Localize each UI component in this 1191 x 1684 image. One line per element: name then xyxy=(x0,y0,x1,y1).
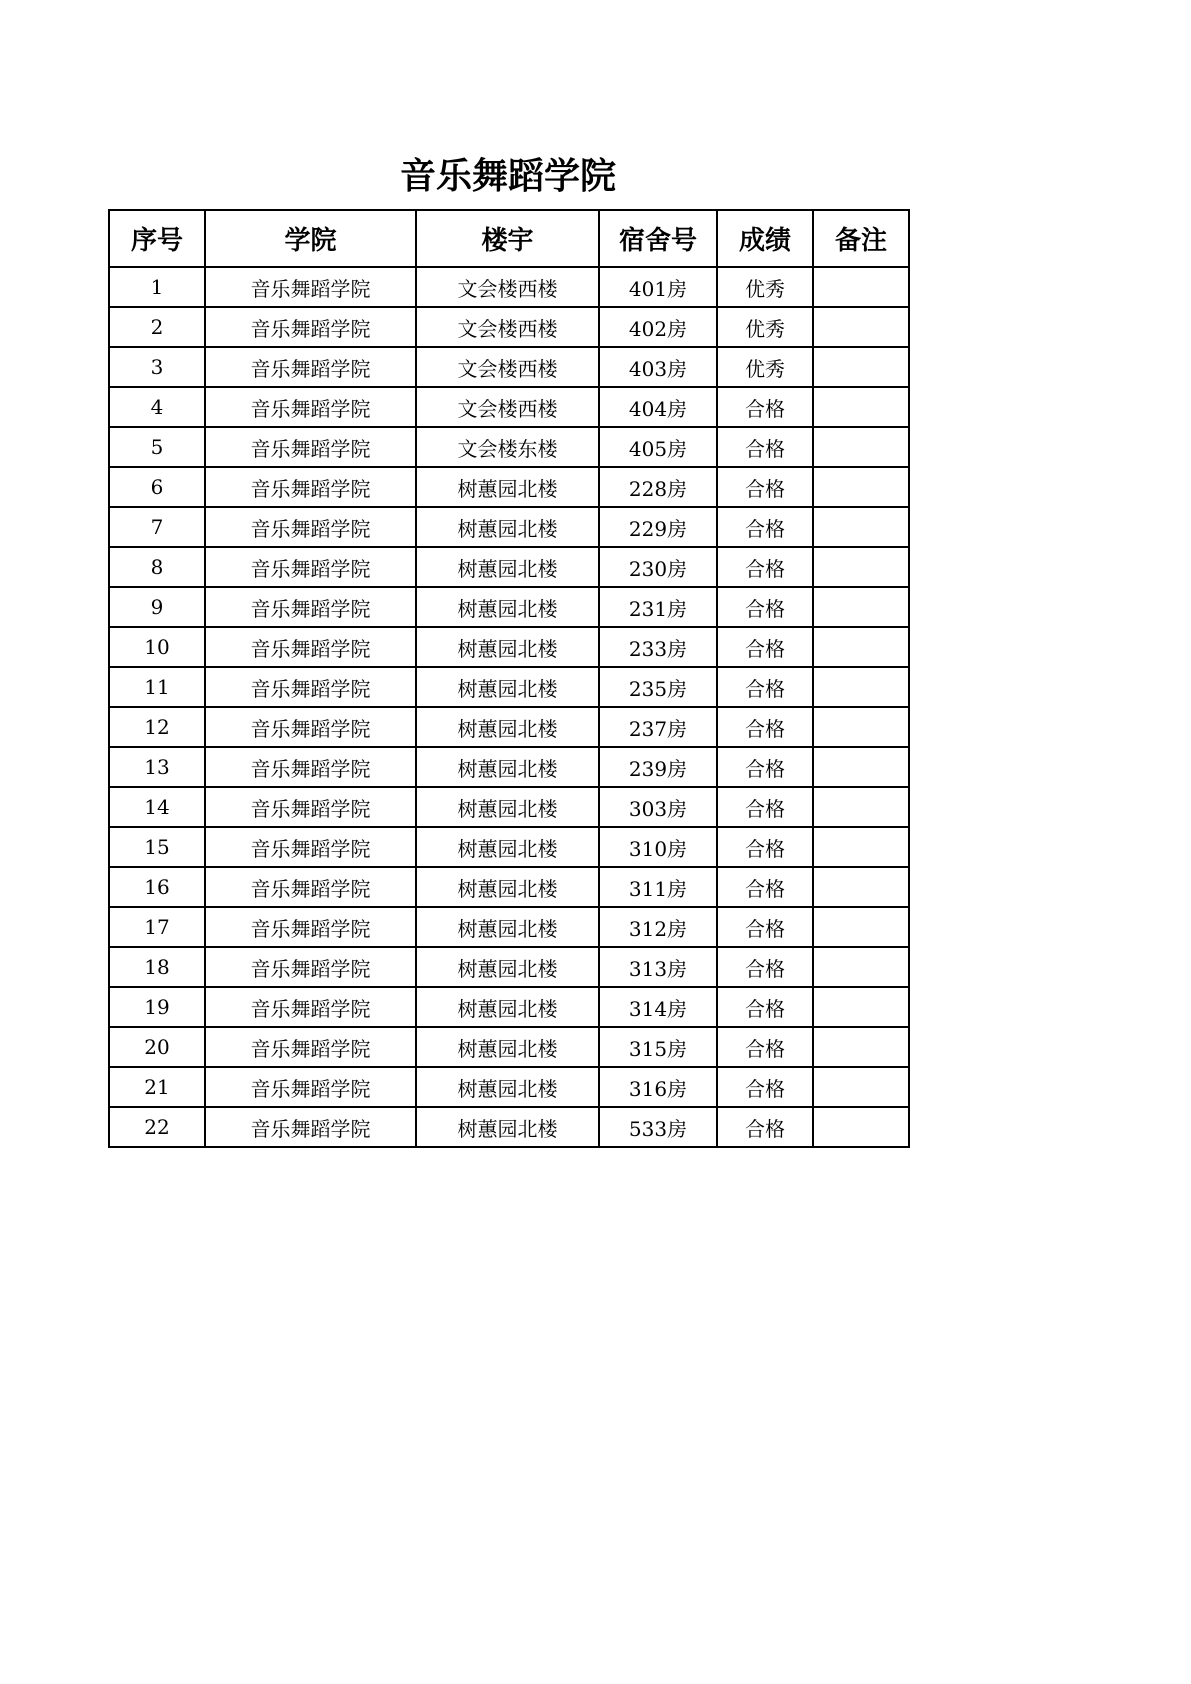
cell-remark xyxy=(813,707,909,747)
cell-building: 文会楼西楼 xyxy=(416,387,599,427)
cell-remark xyxy=(813,387,909,427)
page-title: 音乐舞蹈学院 xyxy=(399,156,616,197)
cell-remark xyxy=(813,467,909,507)
cell-room: 228房 xyxy=(599,467,717,507)
cell-college: 音乐舞蹈学院 xyxy=(205,307,416,347)
cell-remark xyxy=(813,907,909,947)
cell-grade: 合格 xyxy=(717,467,813,507)
table-row xyxy=(109,627,909,667)
cell-college: 音乐舞蹈学院 xyxy=(205,387,416,427)
cell-room: 313房 xyxy=(599,947,717,987)
cell-grade: 合格 xyxy=(717,747,813,787)
cell-room: 239房 xyxy=(599,747,717,787)
cell-college: 音乐舞蹈学院 xyxy=(205,627,416,667)
cell-remark xyxy=(813,787,909,827)
header-room: 宿舍号 xyxy=(599,210,717,267)
cell-college: 音乐舞蹈学院 xyxy=(205,667,416,707)
cell-college: 音乐舞蹈学院 xyxy=(205,747,416,787)
cell-remark xyxy=(813,507,909,547)
cell-grade: 合格 xyxy=(717,587,813,627)
cell-room: 405房 xyxy=(599,427,717,467)
cell-room: 303房 xyxy=(599,787,717,827)
cell-room: 235房 xyxy=(599,667,717,707)
table-row xyxy=(109,787,909,827)
cell-room: 403房 xyxy=(599,347,717,387)
header-remark: 备注 xyxy=(813,210,909,267)
table-row xyxy=(109,867,909,907)
cell-room: 315房 xyxy=(599,1027,717,1067)
cell-no: 15 xyxy=(109,827,205,867)
cell-building: 树蕙园北楼 xyxy=(416,867,599,907)
cell-remark xyxy=(813,947,909,987)
cell-college: 音乐舞蹈学院 xyxy=(205,427,416,467)
cell-remark xyxy=(813,867,909,907)
table-row xyxy=(109,347,909,387)
cell-building: 文会楼西楼 xyxy=(416,307,599,347)
cell-college: 音乐舞蹈学院 xyxy=(205,467,416,507)
cell-grade: 合格 xyxy=(717,627,813,667)
cell-building: 树蕙园北楼 xyxy=(416,787,599,827)
cell-no: 20 xyxy=(109,1027,205,1067)
cell-building: 树蕙园北楼 xyxy=(416,1027,599,1067)
cell-no: 9 xyxy=(109,587,205,627)
header-row xyxy=(109,210,909,267)
table-body xyxy=(109,267,909,1147)
cell-grade: 合格 xyxy=(717,947,813,987)
cell-remark xyxy=(813,547,909,587)
table-row xyxy=(109,547,909,587)
table-row xyxy=(109,667,909,707)
table-row xyxy=(109,987,909,1027)
table-row xyxy=(109,907,909,947)
table-row xyxy=(109,1067,909,1107)
cell-room: 237房 xyxy=(599,707,717,747)
cell-no: 8 xyxy=(109,547,205,587)
cell-college: 音乐舞蹈学院 xyxy=(205,827,416,867)
cell-building: 树蕙园北楼 xyxy=(416,907,599,947)
header-grade: 成绩 xyxy=(717,210,813,267)
cell-college: 音乐舞蹈学院 xyxy=(205,707,416,747)
cell-no: 14 xyxy=(109,787,205,827)
cell-room: 401房 xyxy=(599,267,717,307)
cell-remark xyxy=(813,1107,909,1147)
cell-college: 音乐舞蹈学院 xyxy=(205,547,416,587)
cell-no: 19 xyxy=(109,987,205,1027)
cell-college: 音乐舞蹈学院 xyxy=(205,267,416,307)
cell-grade: 合格 xyxy=(717,507,813,547)
table-row xyxy=(109,1027,909,1067)
cell-college: 音乐舞蹈学院 xyxy=(205,1027,416,1067)
cell-room: 229房 xyxy=(599,507,717,547)
dormitory-grade-table xyxy=(108,209,910,1148)
cell-no: 21 xyxy=(109,1067,205,1107)
cell-building: 树蕙园北楼 xyxy=(416,987,599,1027)
cell-remark xyxy=(813,427,909,467)
cell-remark xyxy=(813,667,909,707)
cell-room: 230房 xyxy=(599,547,717,587)
cell-no: 1 xyxy=(109,267,205,307)
header-building: 楼宇 xyxy=(416,210,599,267)
table-row xyxy=(109,827,909,867)
cell-no: 11 xyxy=(109,667,205,707)
table-row xyxy=(109,947,909,987)
table-row xyxy=(109,1107,909,1147)
cell-grade: 合格 xyxy=(717,667,813,707)
cell-college: 音乐舞蹈学院 xyxy=(205,867,416,907)
cell-room: 311房 xyxy=(599,867,717,907)
cell-remark xyxy=(813,307,909,347)
cell-no: 2 xyxy=(109,307,205,347)
cell-grade: 合格 xyxy=(717,707,813,747)
cell-no: 3 xyxy=(109,347,205,387)
cell-building: 树蕙园北楼 xyxy=(416,587,599,627)
cell-grade: 合格 xyxy=(717,1027,813,1067)
cell-college: 音乐舞蹈学院 xyxy=(205,507,416,547)
cell-college: 音乐舞蹈学院 xyxy=(205,587,416,627)
cell-no: 22 xyxy=(109,1107,205,1147)
cell-building: 树蕙园北楼 xyxy=(416,467,599,507)
cell-building: 树蕙园北楼 xyxy=(416,827,599,867)
cell-building: 文会楼东楼 xyxy=(416,427,599,467)
cell-college: 音乐舞蹈学院 xyxy=(205,347,416,387)
cell-college: 音乐舞蹈学院 xyxy=(205,947,416,987)
table-row xyxy=(109,707,909,747)
cell-building: 树蕙园北楼 xyxy=(416,667,599,707)
cell-grade: 合格 xyxy=(717,1067,813,1107)
cell-college: 音乐舞蹈学院 xyxy=(205,1067,416,1107)
cell-remark xyxy=(813,987,909,1027)
cell-no: 16 xyxy=(109,867,205,907)
cell-remark xyxy=(813,747,909,787)
table-row xyxy=(109,387,909,427)
cell-grade: 合格 xyxy=(717,987,813,1027)
cell-no: 10 xyxy=(109,627,205,667)
cell-college: 音乐舞蹈学院 xyxy=(205,1107,416,1147)
cell-remark xyxy=(813,347,909,387)
cell-grade: 合格 xyxy=(717,547,813,587)
cell-remark xyxy=(813,827,909,867)
table-row xyxy=(109,467,909,507)
cell-building: 树蕙园北楼 xyxy=(416,507,599,547)
cell-building: 树蕙园北楼 xyxy=(416,747,599,787)
cell-college: 音乐舞蹈学院 xyxy=(205,907,416,947)
cell-room: 312房 xyxy=(599,907,717,947)
cell-remark xyxy=(813,627,909,667)
cell-grade: 优秀 xyxy=(717,307,813,347)
cell-building: 树蕙园北楼 xyxy=(416,1107,599,1147)
cell-no: 6 xyxy=(109,467,205,507)
cell-building: 树蕙园北楼 xyxy=(416,707,599,747)
cell-college: 音乐舞蹈学院 xyxy=(205,987,416,1027)
cell-building: 树蕙园北楼 xyxy=(416,627,599,667)
cell-remark xyxy=(813,587,909,627)
table-header xyxy=(109,210,909,267)
header-no: 序号 xyxy=(109,210,205,267)
cell-room: 231房 xyxy=(599,587,717,627)
cell-grade: 优秀 xyxy=(717,267,813,307)
header-college: 学院 xyxy=(205,210,416,267)
cell-no: 17 xyxy=(109,907,205,947)
cell-no: 13 xyxy=(109,747,205,787)
cell-no: 7 xyxy=(109,507,205,547)
cell-grade: 合格 xyxy=(717,827,813,867)
cell-room: 314房 xyxy=(599,987,717,1027)
cell-building: 文会楼西楼 xyxy=(416,267,599,307)
cell-grade: 合格 xyxy=(717,427,813,467)
cell-grade: 优秀 xyxy=(717,347,813,387)
cell-grade: 合格 xyxy=(717,867,813,907)
table-row xyxy=(109,307,909,347)
table-row xyxy=(109,507,909,547)
cell-no: 12 xyxy=(109,707,205,747)
cell-no: 4 xyxy=(109,387,205,427)
cell-building: 树蕙园北楼 xyxy=(416,947,599,987)
cell-building: 文会楼西楼 xyxy=(416,347,599,387)
cell-grade: 合格 xyxy=(717,907,813,947)
cell-room: 233房 xyxy=(599,627,717,667)
table-row xyxy=(109,427,909,467)
cell-no: 5 xyxy=(109,427,205,467)
cell-remark xyxy=(813,1027,909,1067)
cell-room: 316房 xyxy=(599,1067,717,1107)
cell-room: 404房 xyxy=(599,387,717,427)
table-row xyxy=(109,267,909,307)
cell-room: 533房 xyxy=(599,1107,717,1147)
cell-building: 树蕙园北楼 xyxy=(416,547,599,587)
cell-remark xyxy=(813,1067,909,1107)
table-row xyxy=(109,587,909,627)
cell-grade: 合格 xyxy=(717,1107,813,1147)
cell-no: 18 xyxy=(109,947,205,987)
table-row xyxy=(109,747,909,787)
cell-room: 402房 xyxy=(599,307,717,347)
cell-building: 树蕙园北楼 xyxy=(416,1067,599,1107)
cell-college: 音乐舞蹈学院 xyxy=(205,787,416,827)
cell-remark xyxy=(813,267,909,307)
cell-grade: 合格 xyxy=(717,787,813,827)
cell-room: 310房 xyxy=(599,827,717,867)
cell-grade: 合格 xyxy=(717,387,813,427)
